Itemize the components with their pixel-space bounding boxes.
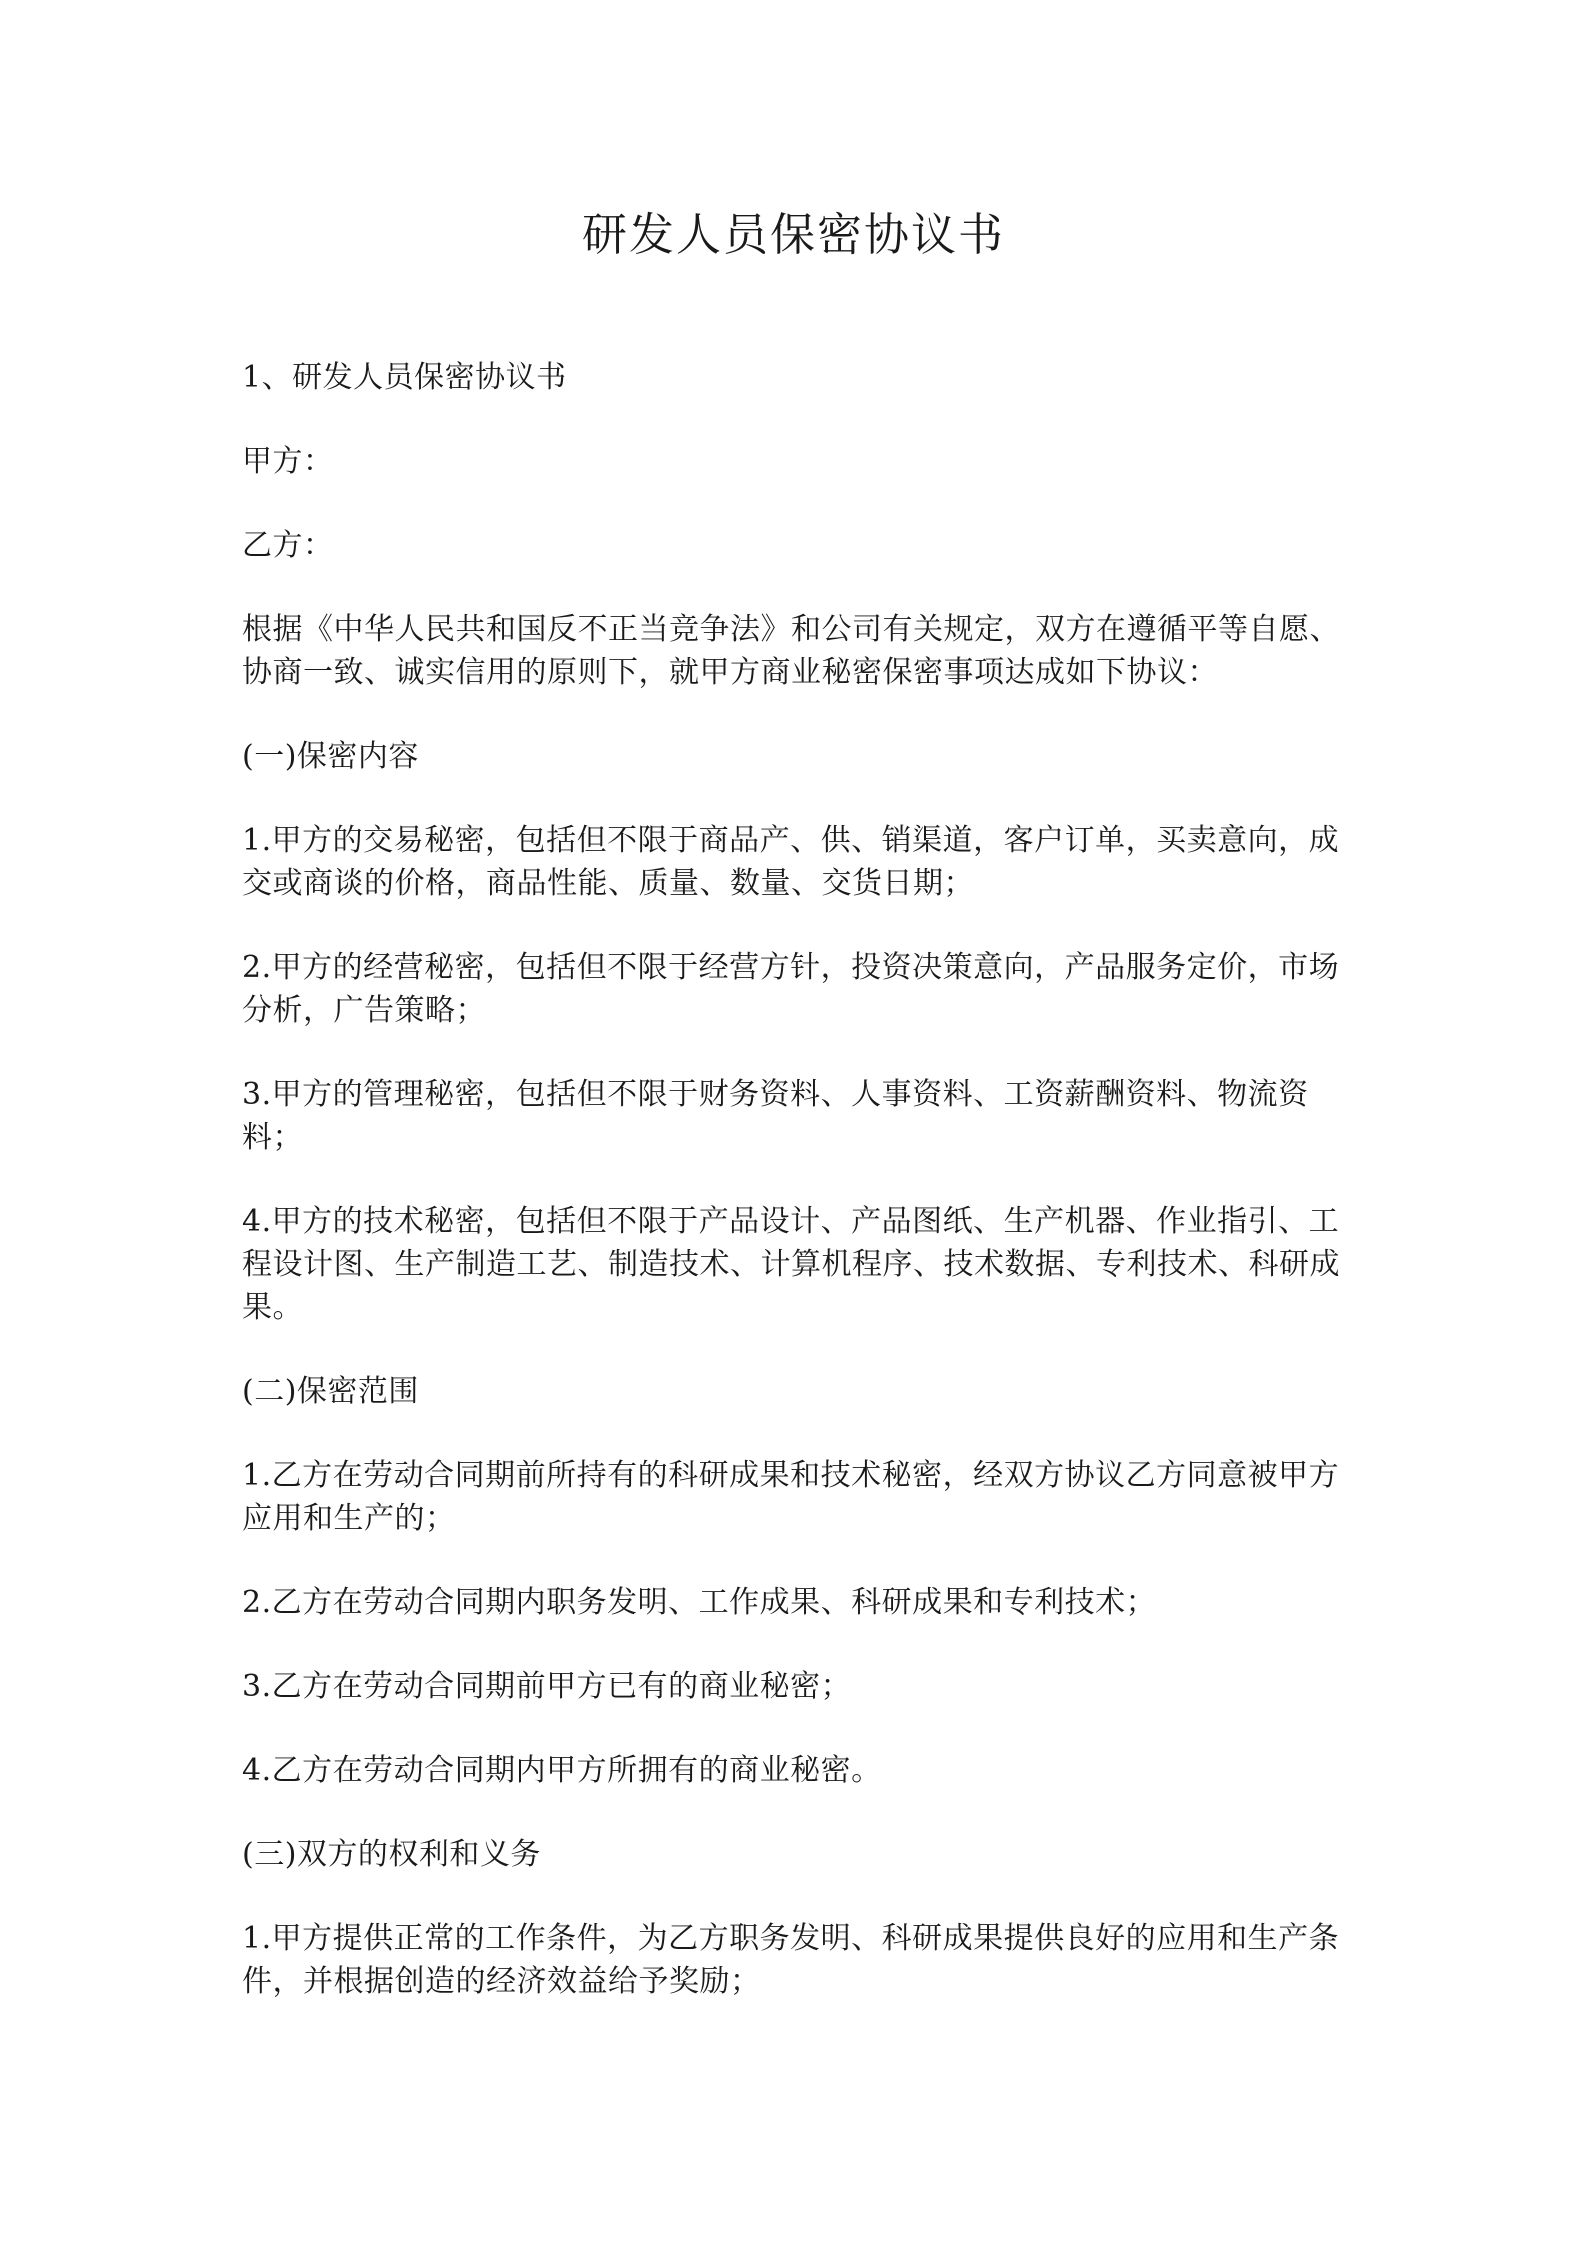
paragraph-content-item-1: 1.甲方的交易秘密，包括但不限于商品产、供、销渠道，客户订单，买卖意向，成交或商谈的价格，商品性能、质量、数量、交货日期；: [242, 823, 1340, 901]
heading-confidential-scope: (二)保密范围: [242, 1374, 419, 1409]
paragraph-content-item-2: 2.甲方的经营秘密，包括但不限于经营方针，投资决策意向，产品服务定价，市场分析，广告策略；: [242, 950, 1340, 1028]
paragraph-scope-item-2: 2.乙方在劳动合同期内职务发明、工作成果、科研成果和专利技术；: [242, 1585, 1157, 1620]
paragraph-preamble: 根据《中华人民共和国反不正当竞争法》和公司有关规定，双方在遵循平等自愿、协商一致、诚实信用的原则下，就甲方商业秘密保密事项达成如下协议：: [242, 612, 1340, 690]
document-title: 研发人员保密协议书: [581, 208, 1005, 261]
paragraph-scope-item-3: 3.乙方在劳动合同期前甲方已有的商业秘密；: [242, 1669, 852, 1704]
paragraph-section-number: 1、研发人员保密协议书: [242, 360, 567, 395]
paragraph-scope-item-4: 4.乙方在劳动合同期内甲方所拥有的商业秘密。: [242, 1753, 882, 1788]
paragraph-party-a: 甲方：: [242, 444, 334, 479]
paragraph-party-b: 乙方：: [242, 528, 334, 563]
paragraph-scope-item-1: 1.乙方在劳动合同期前所持有的科研成果和技术秘密，经双方协议乙方同意被甲方应用和生产的；: [242, 1458, 1340, 1536]
heading-confidential-content: (一)保密内容: [242, 739, 419, 774]
document-body: [242, 356, 1362, 2044]
heading-rights-obligations: (三)双方的权利和义务: [242, 1837, 541, 1872]
paragraph-content-item-4: 4.甲方的技术秘密，包括但不限于产品设计、产品图纸、生产机器、作业指引、工程设计图、生产制造工艺、制造技术、计算机程序、技术数据、专利技术、科研成果。: [242, 1204, 1340, 1325]
paragraph-rights-item-1: 1.甲方提供正常的工作条件，为乙方职务发明、科研成果提供良好的应用和生产条件，并根据创造的经济效益给予奖励；: [242, 1921, 1340, 1999]
paragraph-content-item-3: 3.甲方的管理秘密，包括但不限于财务资料、人事资料、工资薪酬资料、物流资料；: [242, 1077, 1309, 1155]
